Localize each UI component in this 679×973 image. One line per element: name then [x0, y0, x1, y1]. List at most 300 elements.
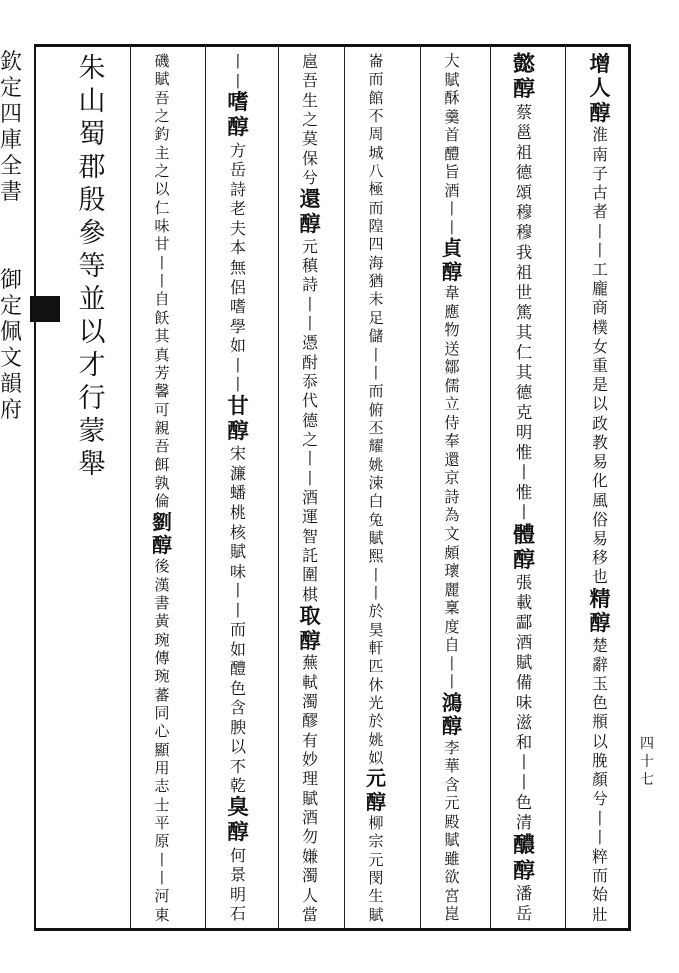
text-column-8	[68, 52, 116, 481]
text-char: 本	[230, 238, 246, 258]
text-char: 丨	[154, 253, 170, 272]
text-char: 賦	[515, 653, 533, 673]
column-rule	[205, 47, 206, 928]
text-char: 色	[230, 678, 246, 698]
text-char: 嫌	[302, 846, 318, 866]
text-char: 酒	[302, 488, 318, 508]
text-char: 丕	[368, 418, 384, 437]
text-char: 有	[302, 730, 318, 750]
text-char: 四	[368, 235, 384, 254]
text-char: 奉	[444, 432, 460, 451]
text-char: 元	[444, 794, 460, 813]
text-char: 核	[230, 522, 246, 542]
text-char: 醴	[230, 659, 246, 679]
headword-char: 醇	[589, 610, 611, 636]
text-column-3	[428, 52, 476, 924]
text-char: 丨	[230, 375, 246, 395]
text-char: 重	[592, 356, 608, 376]
text-char: 賦	[444, 831, 460, 850]
text-char: 石	[230, 904, 246, 924]
text-char: 商	[592, 298, 608, 318]
text-char: 人	[302, 885, 318, 905]
text-char: 孰	[154, 473, 170, 492]
text-char: 猶	[368, 272, 384, 291]
text-char: 祖	[515, 142, 533, 162]
text-char: 酥	[444, 89, 460, 108]
text-char: 濁	[302, 692, 318, 712]
text-char: 可	[154, 400, 170, 419]
text-char: 穆	[515, 202, 533, 222]
text-char: 丨	[592, 240, 608, 260]
text-char: 粹	[592, 847, 608, 866]
text-char: 大	[444, 52, 460, 70]
text-char: 運	[302, 507, 318, 527]
text-char: 憑	[302, 333, 318, 353]
frame-left-border	[34, 44, 36, 931]
text-char: 載	[515, 593, 533, 613]
text-char: 詩	[230, 179, 246, 199]
text-char: 工	[592, 259, 608, 279]
text-char: 軒	[368, 639, 384, 657]
text-char: 休	[368, 675, 384, 694]
text-char: 蒙	[78, 416, 106, 447]
glyph: 十	[640, 754, 654, 770]
headword-char: 醇	[299, 211, 321, 237]
text-char: 旨	[444, 163, 460, 182]
headword-char: 精	[589, 585, 611, 611]
headword-char: 貞	[441, 236, 463, 261]
text-char: 惟	[515, 482, 533, 502]
text-char: 涑	[368, 473, 384, 492]
text-char: 用	[154, 759, 170, 778]
fishtail-mark	[30, 296, 60, 322]
text-char: 丨	[302, 314, 318, 333]
text-char: 朱	[78, 53, 106, 84]
text-char: 等	[78, 251, 106, 282]
text-char: 詩	[302, 275, 318, 295]
text-char: 丨	[368, 565, 384, 584]
text-char: 酒	[515, 633, 533, 653]
text-char: 馨	[154, 382, 170, 401]
text-char: 丨	[368, 363, 384, 382]
text-char: 古	[592, 183, 608, 203]
text-char: 首	[444, 126, 460, 145]
text-char: 脕	[592, 750, 608, 770]
text-char: 稹	[302, 255, 318, 275]
headword-char: 體	[513, 522, 535, 548]
text-char: 俯	[368, 400, 384, 419]
text-char: 之	[154, 162, 170, 181]
text-char: 丨	[230, 71, 246, 91]
text-char: 自	[154, 290, 170, 309]
text-char: 並	[78, 284, 106, 315]
text-column-6	[214, 52, 262, 924]
text-char: 俗	[592, 509, 608, 529]
text-char: 周	[368, 125, 384, 144]
text-char: 姒	[368, 749, 384, 768]
headword-char: 嗜	[227, 90, 249, 116]
text-char: 以	[230, 737, 246, 757]
text-char: 嗜	[230, 297, 246, 317]
text-char: 物	[444, 321, 460, 340]
text-char: 楚	[592, 635, 608, 655]
text-char: 顏	[592, 770, 608, 790]
text-char: 同	[154, 704, 170, 723]
text-char: 祖	[515, 262, 533, 282]
glyph: 四	[0, 102, 23, 127]
glyph: 四	[640, 736, 654, 752]
text-column-2	[500, 52, 548, 924]
text-char: 而	[368, 70, 384, 89]
text-char: 乾	[230, 776, 246, 796]
text-char: 自	[444, 636, 460, 655]
text-char: 滋	[515, 713, 533, 733]
text-char: 飫	[154, 308, 170, 327]
text-char: 文	[444, 524, 460, 543]
text-char: 以	[592, 394, 608, 414]
text-char: 後	[154, 557, 170, 576]
text-char: 吾	[154, 437, 170, 456]
headword-char: 醇	[152, 532, 172, 557]
text-char: 宗	[368, 832, 384, 851]
text-char: 德	[515, 382, 533, 402]
text-char: 昊	[368, 620, 384, 639]
text-char: 含	[444, 775, 460, 794]
text-char: 光	[368, 694, 384, 713]
text-char: 丨	[368, 583, 384, 602]
text-char: 立	[444, 395, 460, 414]
text-char: 丨	[230, 581, 246, 601]
text-char: 海	[368, 253, 384, 272]
text-char: 還	[444, 450, 460, 469]
text-char: 壯	[592, 904, 608, 924]
text-char: 醪	[302, 711, 318, 731]
text-char: 妙	[302, 750, 318, 770]
text-char: 參	[78, 218, 106, 249]
text-char: 莫	[302, 129, 318, 149]
text-char: 濂	[230, 463, 246, 483]
text-char: 志	[154, 777, 170, 796]
text-char: 生	[368, 887, 384, 906]
text-char: 丨	[230, 600, 246, 620]
headword-char: 醇	[589, 99, 611, 125]
text-char: 行	[78, 383, 106, 414]
text-char: 酎	[302, 352, 318, 372]
text-char: 丨	[444, 673, 460, 692]
text-char: 黃	[154, 612, 170, 631]
text-char: 賦	[302, 788, 318, 808]
glyph: 庫	[0, 128, 23, 153]
text-char: 漢	[154, 575, 170, 594]
text-char: 蕪	[302, 653, 318, 673]
glyph: 韻	[0, 372, 23, 397]
headword-char: 醇	[441, 259, 463, 284]
text-char: 丨	[230, 355, 246, 375]
text-char: 其	[515, 362, 533, 382]
text-char: 吾	[154, 88, 170, 107]
text-char: 明	[230, 884, 246, 904]
text-char: 色	[515, 793, 533, 813]
text-char: 熙	[368, 547, 384, 566]
text-char: 白	[368, 492, 384, 511]
text-char: 華	[444, 757, 460, 776]
text-char: 德	[302, 410, 318, 430]
text-char: 足	[368, 308, 384, 327]
text-char: 蜀	[78, 119, 106, 150]
text-char: 李	[444, 738, 460, 757]
headword-char: 醇	[513, 547, 535, 573]
text-char: 以	[154, 180, 170, 199]
glyph: 文	[0, 346, 23, 371]
headword-char: 懿	[513, 52, 535, 77]
text-char: 欲	[444, 868, 460, 887]
text-char: 丨	[444, 218, 460, 237]
glyph: 御	[0, 268, 23, 293]
text-char: 瓌	[444, 562, 460, 581]
text-column-7	[138, 52, 186, 924]
text-char: 吾	[302, 71, 318, 91]
text-char: 勿	[302, 827, 318, 847]
headword-char: 醇	[299, 627, 321, 653]
text-char: 不	[230, 756, 246, 776]
text-char: 岳	[515, 904, 533, 924]
text-char: 生	[302, 90, 318, 110]
text-char: 味	[515, 693, 533, 713]
text-char: 丨	[154, 850, 170, 869]
text-char: 賦	[444, 70, 460, 89]
text-char: 辭	[592, 654, 608, 674]
text-char: 耀	[368, 437, 384, 456]
text-char: 克	[515, 402, 533, 422]
text-char: 移	[592, 548, 608, 568]
text-char: 山	[78, 86, 106, 117]
text-char: 以	[592, 731, 608, 751]
text-char: 舉	[78, 449, 106, 480]
text-char: 釣	[154, 125, 170, 144]
text-char: 應	[444, 302, 460, 321]
text-char: 淮	[592, 125, 608, 145]
text-char: 芳	[154, 363, 170, 382]
text-char: 親	[154, 418, 170, 437]
text-char: 殿	[444, 812, 460, 831]
text-char: 丨	[515, 462, 533, 482]
text-char: 宋	[230, 444, 246, 464]
headword-char: 還	[299, 186, 321, 212]
page-number	[634, 735, 660, 789]
text-char: 姚	[368, 455, 384, 474]
text-char: 惟	[515, 442, 533, 462]
headword-char: 醇	[227, 114, 249, 140]
text-char: 南	[592, 144, 608, 164]
glyph: 府	[0, 398, 23, 423]
text-char: 岳	[230, 160, 246, 180]
text-char: 也	[592, 567, 608, 587]
column-rule	[278, 47, 279, 928]
text-char: 之	[302, 110, 318, 130]
text-char: 之	[154, 107, 170, 126]
text-char: 託	[302, 546, 318, 566]
text-char: 是	[592, 375, 608, 395]
text-char: 酃	[515, 613, 533, 633]
text-char: 軾	[302, 672, 318, 692]
text-char: 易	[592, 452, 608, 472]
text-char: 雖	[444, 849, 460, 868]
text-char: 棋	[302, 584, 318, 604]
text-char: 儲	[368, 327, 384, 346]
text-char: 德	[515, 162, 533, 182]
text-char: 扈	[302, 52, 318, 71]
text-char: 蕃	[154, 685, 170, 704]
text-char: 丨	[154, 869, 170, 888]
text-char: 其	[515, 322, 533, 342]
text-char: 琬	[154, 630, 170, 649]
text-char: 邕	[515, 122, 533, 142]
text-char: 當	[302, 904, 318, 924]
text-char: 和	[515, 733, 533, 753]
text-char: 而	[368, 382, 384, 401]
column-rule	[490, 47, 491, 928]
text-char: 蔡	[515, 102, 533, 122]
text-char: 方	[230, 140, 246, 160]
text-char: 羹	[444, 107, 460, 126]
text-char: 始	[592, 885, 608, 905]
text-char: 儒	[444, 376, 460, 395]
text-char: 心	[154, 722, 170, 741]
margin-column	[0, 50, 34, 424]
text-char: 城	[368, 143, 384, 162]
text-char: 郡	[78, 152, 106, 183]
column-rule	[420, 47, 421, 928]
text-char: 丨	[302, 468, 318, 488]
text-char: 酒	[444, 181, 460, 200]
text-char: 蟠	[230, 483, 246, 503]
column-rule	[130, 47, 131, 928]
text-char: 丨	[154, 272, 170, 291]
text-char: 送	[444, 339, 460, 358]
text-char: 丨	[302, 449, 318, 469]
text-char: 張	[515, 573, 533, 593]
text-char: 濁	[302, 866, 318, 886]
text-char: 老	[230, 199, 246, 219]
text-char: 而	[592, 866, 608, 886]
headword-char: 醲	[513, 833, 535, 859]
text-char: 韋	[444, 284, 460, 303]
text-char: 琬	[154, 667, 170, 686]
text-char: 賦	[154, 70, 170, 89]
glyph: 全	[0, 154, 23, 179]
text-char: 宮	[444, 886, 460, 905]
text-char: 化	[592, 471, 608, 491]
glyph: 定	[0, 76, 23, 101]
text-char: 景	[230, 865, 246, 885]
text-char: 世	[515, 282, 533, 302]
text-char: 明	[515, 422, 533, 442]
text-char: 子	[592, 163, 608, 183]
text-char: 閔	[368, 869, 384, 888]
text-char: 清	[515, 813, 533, 833]
text-char: 元	[302, 236, 318, 256]
text-char: 學	[230, 316, 246, 336]
text-char: 保	[302, 148, 318, 168]
text-char: 理	[302, 769, 318, 789]
text-char: 腴	[230, 717, 246, 737]
text-char: 館	[368, 88, 384, 107]
text-char: 仁	[515, 342, 533, 362]
text-char: 真	[154, 345, 170, 364]
text-char: 無	[230, 257, 246, 277]
text-char: 潘	[515, 884, 533, 904]
text-char: 而	[230, 620, 246, 640]
frame-top-border	[34, 44, 630, 47]
headword-char: 人	[589, 75, 611, 101]
text-char: 磯	[154, 52, 170, 70]
headword-char: 取	[299, 603, 321, 629]
text-char: 味	[230, 561, 246, 581]
text-char: 鄒	[444, 358, 460, 377]
headword-char: 醇	[513, 77, 535, 103]
text-char: 仁	[154, 198, 170, 217]
text-char: 兮	[302, 168, 318, 188]
text-char: 龐	[592, 279, 608, 299]
text-char: 頗	[444, 543, 460, 562]
text-char: 代	[302, 391, 318, 411]
text-char: 殷	[78, 185, 106, 216]
text-char: 丨	[515, 753, 533, 773]
text-char: 侍	[444, 413, 460, 432]
glyph: 佩	[0, 320, 23, 345]
text-char: 夫	[230, 218, 246, 238]
text-char: 顯	[154, 740, 170, 759]
text-char: 丨	[592, 221, 608, 241]
text-char: 酒	[302, 808, 318, 828]
text-char: 丨	[444, 654, 460, 673]
text-char: 以	[78, 317, 106, 348]
text-char: 賦	[230, 542, 246, 562]
text-char: 麗	[444, 580, 460, 599]
text-char: 之	[302, 430, 318, 450]
text-char: 東	[154, 905, 170, 924]
text-column-4	[352, 52, 400, 924]
text-char: 隍	[368, 217, 384, 236]
text-char: 桃	[230, 503, 246, 522]
text-char: 主	[154, 143, 170, 162]
text-char: 丨	[302, 294, 318, 314]
headword-char: 元	[366, 766, 386, 791]
text-char: 色	[592, 693, 608, 713]
headword-char: 鴻	[441, 690, 463, 715]
text-char: 元	[368, 850, 384, 869]
text-char: 易	[592, 529, 608, 548]
text-char: 傳	[154, 649, 170, 667]
text-char: 丨	[592, 827, 608, 847]
text-char: 圍	[302, 565, 318, 585]
text-char: 稟	[444, 599, 460, 618]
text-char: 柳	[368, 814, 384, 833]
frame-bottom-border	[34, 928, 630, 931]
headword-char: 醇	[441, 714, 463, 739]
text-char: 京	[444, 469, 460, 488]
text-char: 度	[444, 617, 460, 636]
glyph: 七	[640, 772, 654, 788]
text-char: 賦	[368, 528, 384, 547]
margin-bottom-text	[0, 268, 34, 424]
text-char: 何	[230, 845, 246, 865]
text-char: 智	[302, 526, 318, 546]
text-char: 政	[592, 413, 608, 433]
text-char: 詩	[444, 487, 460, 506]
text-char: 味	[154, 217, 170, 236]
text-char: 樸	[592, 317, 608, 337]
